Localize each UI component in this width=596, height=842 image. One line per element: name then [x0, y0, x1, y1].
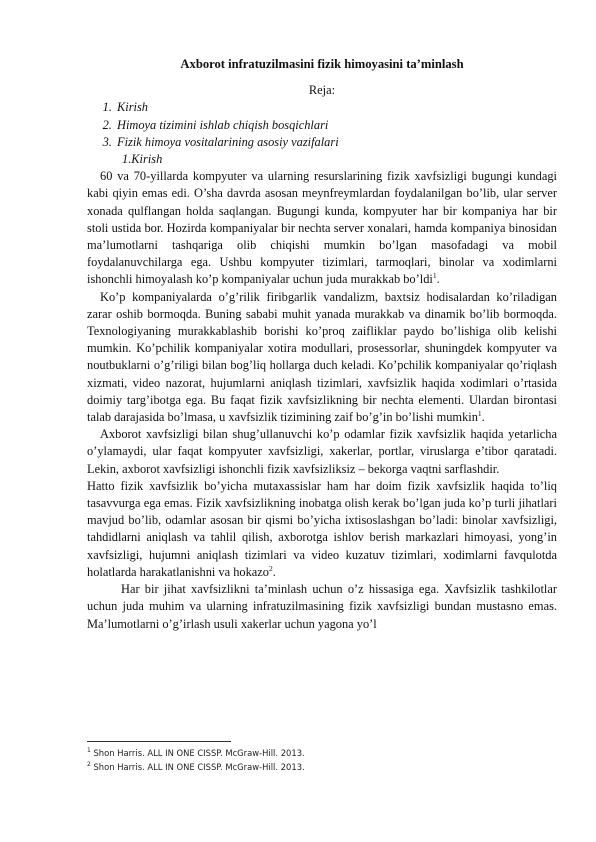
footnote-text: Shon Harris. ALL IN ONE CISSP. McGraw-Hill. 2013.: [90, 761, 305, 772]
plan-item: 3. Fizik himoya vositalarining asosiy vazifalari: [115, 134, 557, 151]
footnote-ref: 2: [269, 563, 273, 573]
paragraph-text: Axborot xavfsizligi bilan shug’ullanuvchi ko’p odamlar fizik xavfsizlik haqida yetarlicha o’ylamaydi, ular faqat kompyuter xavfsizligi, xakerlar, portlar, viruslarga e’tibor qaratadi. Lekin, axborot xavfsizligi ishonchli fizik xavfsizliksiz – bekorga vaqtni sarflashdir.: [87, 427, 557, 476]
paragraph-text: Ko’p kompaniyalarda o’g’rilik firibgarlik vandalizm, baxtsiz hodisalardan ko’riladigan zarar oshib bormoqda. Buning sababi muhit yanada murakkab va dinamik bo’lib bormoqda. Texnologiyaning murakkablashib borishi ko’proq zaifliklar paydo bo’lishiga olib kelishi mumkin. Ko’pchilik kompaniyalar xotira modullari, prosessorlar, shuningdek kompyuter va noutbuklarni o’g’riligi bilan bog’liq hollarga duch keladi. Ko’pchilik kompaniyalar qo’riqlash xizmati, video nazorat, hujumlarni aniqlash tizimlari, xavfsizlik haqida xodimlari o’rtasida doimiy targ’ibotga ega. Bu faqat fizik xavfsizlikning bir nechta elementi. Ulardan birontasi talab darajasida bo’lmasa, u xavfsizlik tizimining zaif bo’g’in bo’lishi mumkin: [87, 289, 557, 425]
page-body: [87, 56, 557, 633]
paragraph-text: Har bir jihat xavfsizlikni ta’minlash uchun o’z hissasiga ega. Xavfsizlik tashkilotlar uchun juda muhim va ularning infratuzilmasining fizik xavfsizligi bundan mustasno emas. Ma’lumotlarni o’g’irlash usuli xakerlar uchun yagona yo’l: [87, 582, 557, 631]
plan-list: [87, 99, 557, 151]
paragraph-tail: .: [436, 272, 440, 287]
section-label: 1.Kirish: [122, 152, 163, 167]
document-title: Axborot infratuzilmasini fizik himoyasini ta’minlash: [180, 57, 464, 71]
footnote-ref: 1: [432, 271, 437, 281]
paragraph-tail: .: [481, 410, 485, 425]
footnote: [87, 747, 557, 761]
paragraph-text: 60 va 70-yillarda kompyuter va ularning resurslarining fizik xavfsizligi bugungi kundagi kabi qiyin emas edi. O’sha davrda asosan meynfreymlardan foydalanilgan bo’lib, ular server xonada qulflangan holda saqlangan. Bugungi kunda, kompyuter har bir kompaniya har bir stoli ustida bor. Hozirda kompaniyalar bir nechta server xonalari, hamda kompaniya binosidan ma’lumotlarni tashqariga olib chiqishi mumkin bo’lgan masofadagi va mobil foydalanuvchilarga ega. Ushbu kompyuter tizimlari, tarmoqlari, binolar va xodimlarni ishonchli himoyalash ko’p kompaniyalar uchun juda murakkab bo’ldi: [87, 169, 557, 287]
paragraph: [87, 289, 557, 427]
footnote-number: 1: [87, 747, 91, 755]
plan-heading: Reja:: [308, 83, 336, 98]
paragraph: [87, 478, 557, 581]
footnote-divider: [87, 741, 231, 742]
paragraph: [87, 426, 557, 478]
footnote-number: 2: [87, 760, 91, 768]
paragraph-text: Hatto fizik xavfsizlik bo’yicha mutaxassislar ham har doim fizik xavfsizlik haqida to’liq tasavvurga ega emas. Fizik xavfsizlikning inobatga olish kerak bo’lgan juda ko’p turli jihatlari mavjud bo’lib, odamlar asosan bir qismi bo’yicha ixtisoslashgan bo’ladi: binolar xavfsizligi, tahdidlarni aniqlash va tahlil qilish, axborotga ishlov berish markazlari himoyasi, yong’in xavfsizligi, hujumni aniqlash tizimlari va video kuzatuv tizimlari, xodimlarni favqulotda holatlarda harakatlanishni va hokazo: [87, 478, 557, 579]
paragraph: [87, 168, 557, 288]
paragraph: [87, 581, 557, 633]
footnotes: [87, 741, 557, 774]
plan-item: 1. Kirish: [115, 99, 557, 116]
footnote-text: Shon Harris. ALL IN ONE CISSP. McGraw-Hill. 2013.: [90, 748, 305, 758]
plan-item: 2. Himoya tizimini ishlab chiqish bosqichlari: [115, 117, 557, 134]
paragraph-tail: .: [272, 564, 276, 579]
footnote: [87, 761, 557, 775]
footnote-ref: 1: [477, 408, 482, 418]
